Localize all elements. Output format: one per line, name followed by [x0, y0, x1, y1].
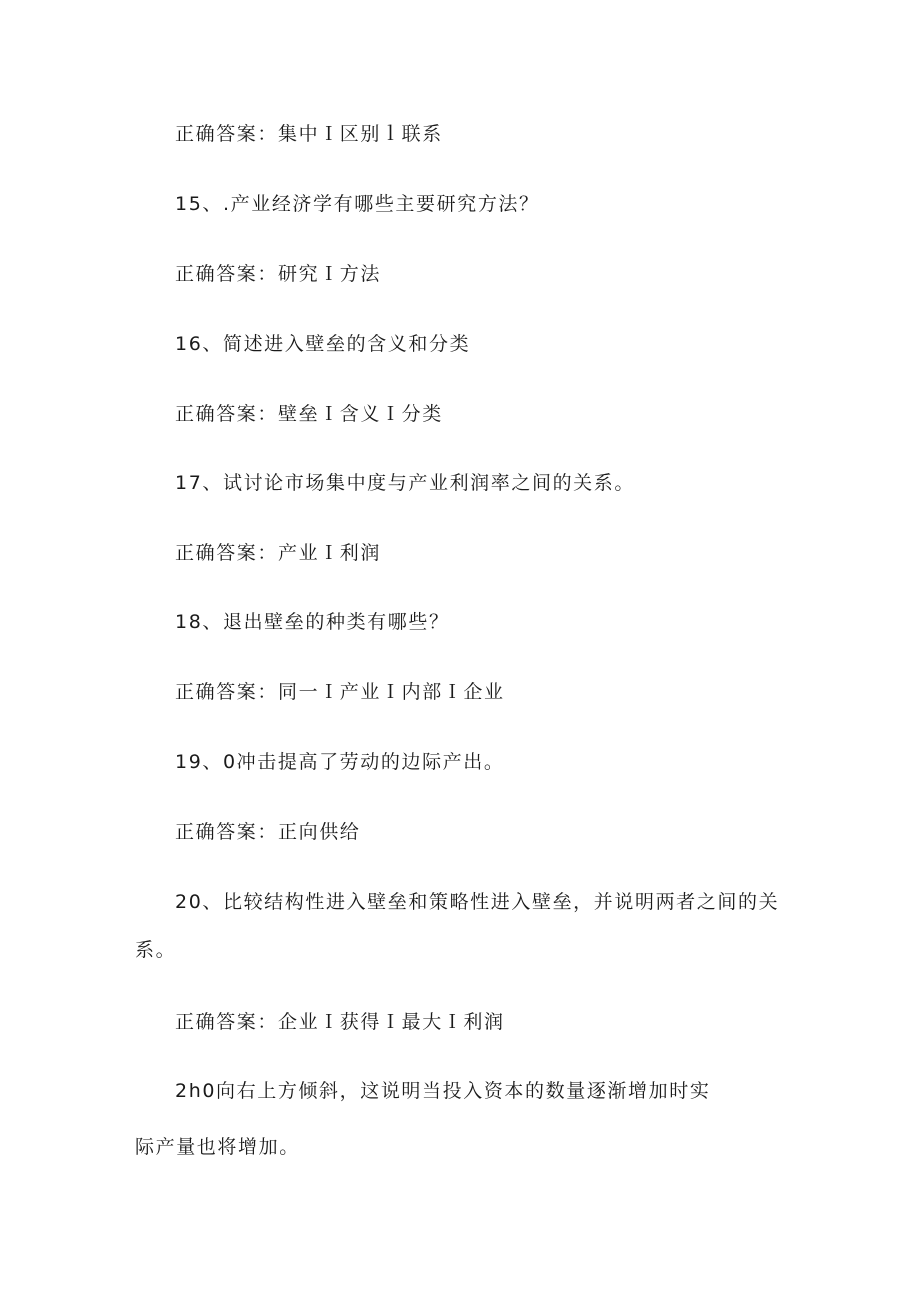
- answer-line: 正确答案：壁垒Ｉ含义Ｉ分类: [175, 403, 443, 425]
- answer-line: 正确答案：正向供给: [175, 821, 361, 843]
- question-20-continued: 系。: [135, 939, 177, 961]
- question-16: 16、简述进入壁垒的含义和分类: [175, 333, 471, 355]
- question-17: 17、试讨论市场集中度与产业利润率之间的关系。: [175, 472, 635, 494]
- answer-line: 正确答案：集中Ｉ区别ｌ联系: [175, 123, 443, 145]
- question-21: 2h0向右上方倾斜，这说明当投入资本的数量逐渐增加时实: [175, 1080, 711, 1102]
- question-20: 20、比较结构性进入壁垒和策略性进入壁垒，并说明两者之间的关: [175, 891, 780, 913]
- question-18: 18、退出壁垒的种类有哪些？: [175, 611, 450, 633]
- answer-line: 正确答案：研究Ｉ方法: [175, 263, 382, 285]
- question-19: 19、0冲击提高了劳动的边际产出。: [175, 751, 505, 773]
- answer-line: 正确答案：同一Ｉ产业Ｉ内部Ｉ企业: [175, 681, 505, 703]
- answer-line: 正确答案：企业Ｉ获得Ｉ最大Ｉ利润: [175, 1011, 505, 1033]
- answer-line: 正确答案：产业Ｉ利润: [175, 542, 382, 564]
- question-15: 15、.产业经济学有哪些主要研究方法？: [175, 193, 540, 215]
- question-21-continued: 际产量也将增加。: [135, 1136, 300, 1158]
